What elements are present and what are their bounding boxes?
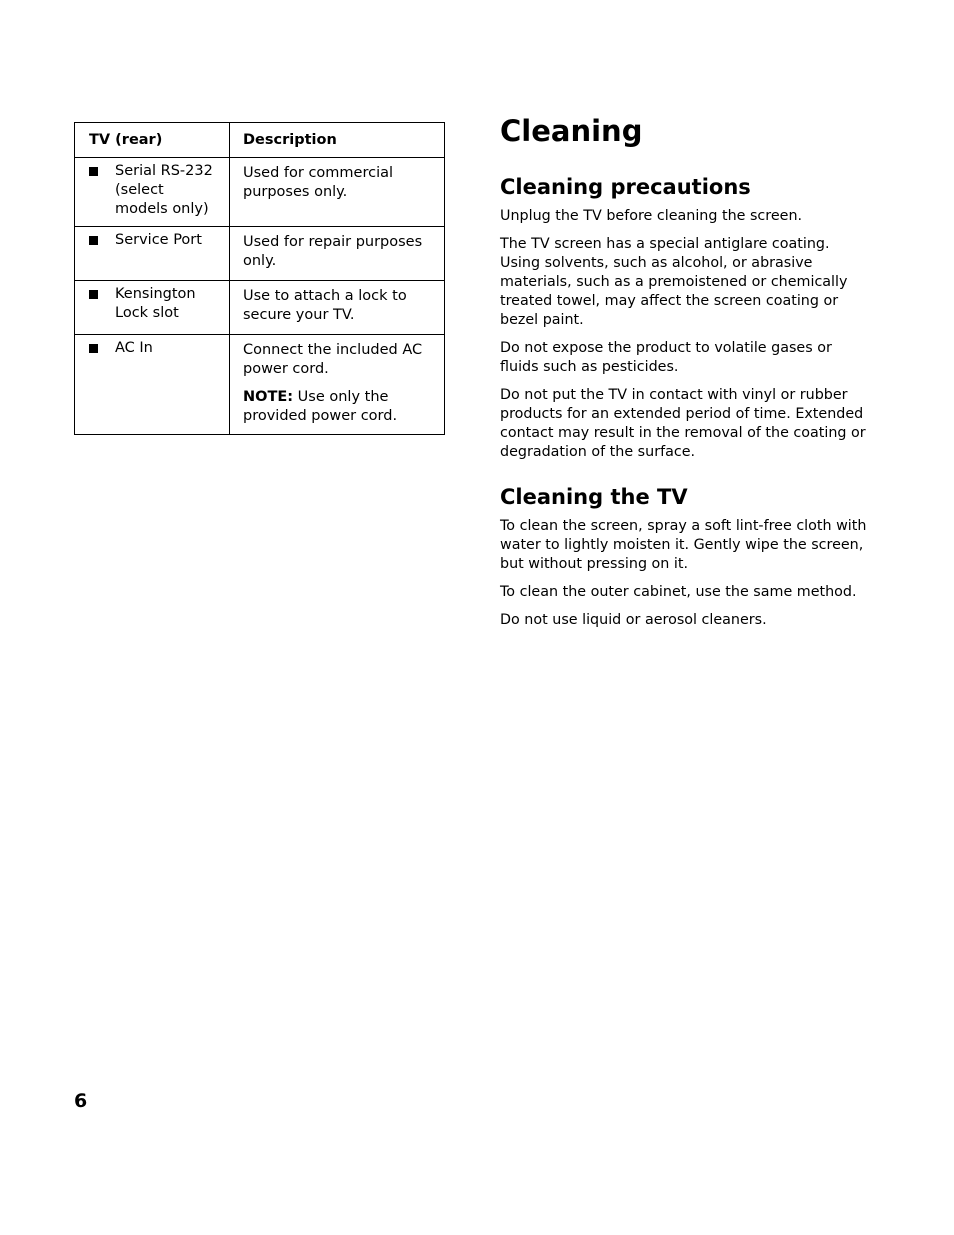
paragraph: Do not use liquid or aerosol cleaners.: [500, 612, 767, 628]
note-label: NOTE:: [243, 389, 294, 405]
table-cell-description: [230, 227, 445, 281]
item-description: Used for repair purposes only.: [243, 234, 423, 269]
item-label: AC In: [115, 340, 153, 356]
square-bullet-icon: [89, 344, 98, 353]
table-row: [75, 158, 445, 227]
table-header-row: [75, 123, 445, 158]
table-cell-item: [75, 335, 230, 435]
item-description: Connect the included AC power cord.: [243, 342, 423, 377]
paragraph: Unplug the TV before cleaning the screen.: [500, 208, 803, 224]
table-cell-description: [230, 281, 445, 335]
note: [243, 388, 434, 426]
note-text: Use only the provided power cord.: [243, 389, 398, 424]
item-label: Serial RS-232 (select models only): [115, 163, 213, 217]
item-description: Use to attach a lock to secure your TV.: [243, 288, 407, 323]
table-cell-description: [230, 335, 445, 435]
table-row: [75, 281, 445, 335]
table-cell-item: [75, 281, 230, 335]
paragraph: To clean the outer cabinet, use the same method.: [500, 584, 857, 600]
table-cell-item: [75, 158, 230, 227]
item-description: Used for commercial purposes only.: [243, 165, 394, 200]
table-cell-item: [75, 227, 230, 281]
paragraph: To clean the screen, spray a soft lint-free cloth with water to lightly moisten it. Gently wipe the screen, but without pressing on it.: [500, 518, 867, 572]
column-header-description: Description: [230, 123, 445, 158]
item-label: Service Port: [115, 232, 202, 248]
table-cell-description: [230, 158, 445, 227]
square-bullet-icon: [89, 290, 98, 299]
paragraph: Do not put the TV in contact with vinyl or rubber products for an extended period of time. Extended contact may result in the removal of the coating or degradation of the surface.: [500, 387, 866, 460]
cleaning-tv-heading: Cleaning the TV: [500, 485, 688, 509]
paragraph: Do not expose the product to volatile gases or fluids such as pesticides.: [500, 340, 832, 375]
table-row: [75, 227, 445, 281]
page-number: 6: [74, 1090, 88, 1112]
cleaning-section: [500, 112, 872, 630]
connector-table: [74, 122, 445, 435]
table-row: [75, 335, 445, 435]
column-header-tv-rear: TV (rear): [75, 123, 230, 158]
section-title: Cleaning: [500, 114, 643, 148]
square-bullet-icon: [89, 167, 98, 176]
paragraph: The TV screen has a special antiglare coating. Using solvents, such as alcohol, or abrasive materials, such as a premoistened or chemically treated towel, may affect the screen coating or bezel paint.: [500, 236, 848, 328]
precautions-heading: Cleaning precautions: [500, 175, 751, 199]
square-bullet-icon: [89, 236, 98, 245]
item-label: Kensington Lock slot: [115, 286, 196, 321]
